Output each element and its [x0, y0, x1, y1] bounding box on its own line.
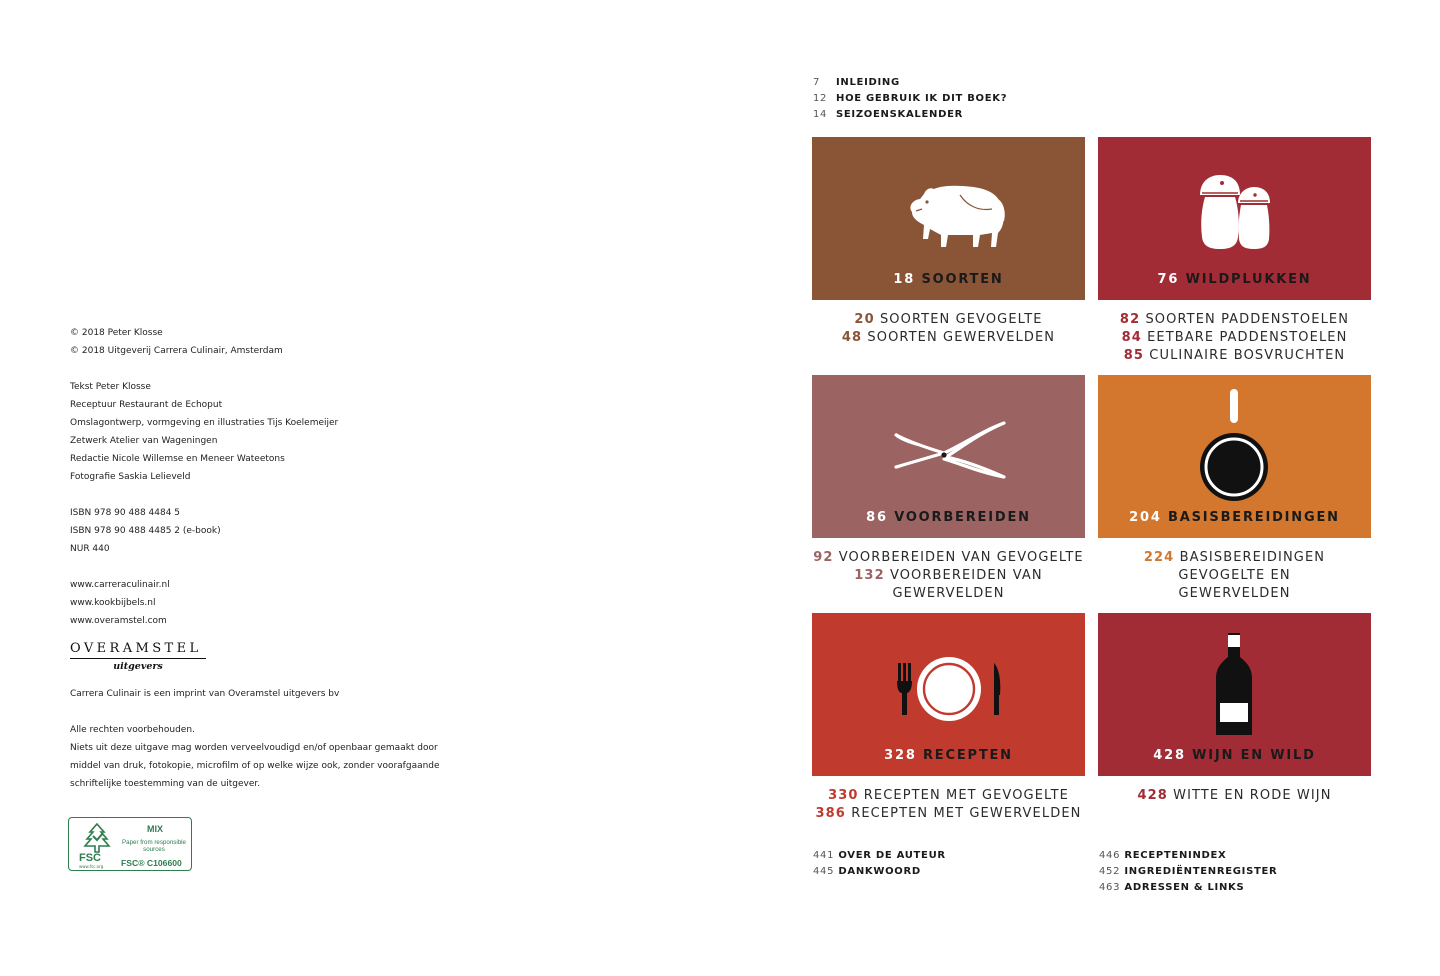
overamstel-logo — [70, 641, 210, 672]
credit-text: Tekst Peter Klosse — [70, 382, 151, 392]
mushrooms-icon — [1098, 137, 1371, 272]
toc-entry[interactable] — [813, 865, 921, 879]
chapter-subentries — [1098, 787, 1371, 805]
copyright-author: © 2018 Peter Klosse — [70, 328, 163, 338]
chapter-tile-soorten[interactable] — [812, 137, 1085, 300]
logo-wordmark: OVERAMSTEL — [70, 641, 202, 656]
chapter-caption — [812, 510, 1085, 525]
toc-subentry[interactable] — [1098, 567, 1371, 585]
fsc-mix: MIX — [147, 824, 164, 834]
toc-subentry[interactable] — [812, 805, 1085, 823]
toc-entry[interactable] — [1099, 849, 1226, 863]
sub-page: 428 — [1137, 788, 1168, 803]
rights-text: schriftelijke toestemming van de uitgever. — [70, 779, 261, 789]
chapter-tile-wildplukken[interactable] — [1098, 137, 1371, 300]
sub-label: VOORBEREIDEN VAN GEVOGELTE — [838, 550, 1084, 565]
fsc-mark: FSC — [79, 852, 101, 864]
toc-label: INLEIDING — [836, 77, 900, 88]
toc-page: 452 — [1099, 866, 1121, 877]
sub-label: GEWERVELDEN — [892, 586, 1005, 601]
isbn-ebook: ISBN 978 90 488 4485 2 (e-book) — [70, 526, 221, 536]
isbn-print: ISBN 978 90 488 4484 5 — [70, 508, 181, 518]
website-link[interactable]: www.overamstel.com — [70, 616, 167, 626]
toc-entry[interactable] — [1099, 865, 1277, 879]
nur-code: NUR 440 — [70, 544, 110, 554]
chapter-page: 328 — [884, 748, 917, 763]
chapter-subentries — [812, 787, 1085, 823]
toc-label: HOE GEBRUIK IK DIT BOEK? — [836, 93, 1008, 104]
poultry-shears-icon — [812, 375, 1085, 510]
sub-label: BASISBEREIDINGEN — [1179, 550, 1326, 565]
chapter-tile-recepten[interactable] — [812, 613, 1085, 776]
logo-subtitle: uitgevers — [113, 661, 163, 672]
frying-pan-icon — [1098, 375, 1371, 510]
fsc-label — [68, 817, 192, 871]
sub-label: CULINAIRE BOSVRUCHTEN — [1149, 348, 1346, 363]
toc-page: 12 — [813, 93, 828, 104]
sub-page: 84 — [1121, 330, 1142, 345]
sub-page: 386 — [815, 806, 846, 821]
chapter-title: RECEPTEN — [923, 748, 1013, 763]
toc-page: 445 — [813, 866, 835, 877]
sub-label: WITTE EN RODE WIJN — [1173, 788, 1332, 803]
toc-label: INGREDIËNTENREGISTER — [1124, 866, 1278, 877]
rights-text: middel van druk, fotokopie, microfilm of op welke wijze ook, zonder voorafgaande — [70, 761, 440, 771]
toc-subentry[interactable] — [1098, 549, 1371, 567]
chapter-page: 204 — [1129, 510, 1162, 525]
sub-label: SOORTEN PADDENSTOELEN — [1145, 312, 1350, 327]
toc-entry[interactable] — [813, 108, 963, 122]
chapter-caption — [812, 748, 1085, 763]
sub-label: VOORBEREIDEN VAN — [889, 568, 1043, 583]
sub-label: RECEPTEN MET GEVOGELTE — [863, 788, 1069, 803]
website-link[interactable]: www.carreraculinair.nl — [70, 580, 170, 590]
chapter-tile-wijn-en-wild[interactable] — [1098, 613, 1371, 776]
fsc-paper: Paper from responsible sources — [122, 839, 186, 853]
sub-page: 82 — [1119, 312, 1141, 327]
chapter-page: 428 — [1153, 748, 1186, 763]
toc-label: ADRESSEN & LINKS — [1124, 882, 1245, 893]
toc-subentry[interactable] — [1098, 585, 1371, 603]
plate-cutlery-icon — [812, 613, 1085, 748]
credit-photography: Fotografie Saskia Lelieveld — [70, 472, 191, 482]
sub-label: SOORTEN GEWERVELDEN — [867, 330, 1056, 345]
logo-rule — [70, 658, 206, 659]
sub-page: 330 — [828, 788, 859, 803]
toc-subentry[interactable] — [1098, 787, 1371, 805]
sub-label: GEWERVELDEN — [1178, 586, 1291, 601]
toc-entry[interactable] — [813, 92, 1007, 106]
toc-subentry[interactable] — [812, 567, 1085, 585]
chapter-page: 76 — [1157, 272, 1180, 287]
sub-page: 92 — [813, 550, 834, 565]
copyright-publisher: © 2018 Uitgeverij Carrera Culinair, Amsterdam — [70, 346, 283, 356]
chapter-title: VOORBEREIDEN — [894, 510, 1031, 525]
toc-subentry[interactable] — [1098, 329, 1371, 347]
toc-subentry[interactable] — [1098, 311, 1371, 329]
imprint-note: Carrera Culinair is een imprint van Overamstel uitgevers bv — [70, 689, 340, 699]
wine-bottle-icon — [1098, 613, 1371, 748]
toc-subentry[interactable] — [812, 787, 1085, 805]
toc-subentry[interactable] — [812, 329, 1085, 347]
website-link[interactable]: www.kookbijbels.nl — [70, 598, 156, 608]
chapter-caption — [1098, 510, 1371, 525]
chapter-caption — [812, 272, 1085, 287]
chapter-caption — [1098, 748, 1371, 763]
chapter-title: WIJN EN WILD — [1192, 748, 1316, 763]
sub-label: RECEPTEN MET GEWERVELDEN — [851, 806, 1082, 821]
chapter-subentries — [812, 549, 1085, 603]
sub-label: SOORTEN GEVOGELTE — [879, 312, 1043, 327]
boar-icon — [812, 137, 1085, 272]
rights-reserved: Alle rechten voorbehouden. — [70, 725, 195, 735]
sub-page: 48 — [841, 330, 863, 345]
chapter-title: SOORTEN — [921, 272, 1004, 287]
toc-subentry[interactable] — [812, 585, 1085, 603]
credit-editing: Redactie Nicole Willemse en Meneer Wateetons — [70, 454, 285, 464]
sub-page: 85 — [1123, 348, 1145, 363]
chapter-subentries — [1098, 549, 1371, 603]
toc-subentry[interactable] — [812, 311, 1085, 329]
chapter-page: 18 — [893, 272, 916, 287]
toc-page: 446 — [1099, 850, 1121, 861]
toc-entry[interactable] — [813, 849, 946, 863]
toc-subentry[interactable] — [812, 549, 1085, 567]
toc-label: DANKWOORD — [838, 866, 921, 877]
chapter-subentries — [812, 311, 1085, 347]
fsc-code: FSC® C106600 — [121, 858, 182, 868]
chapter-title: BASISBEREIDINGEN — [1168, 510, 1340, 525]
sub-label: GEVOGELTE EN — [1178, 568, 1291, 583]
toc-page: 14 — [813, 109, 828, 120]
fsc-tree-icon — [77, 822, 117, 854]
credit-recipes: Receptuur Restaurant de Echoput — [70, 400, 223, 410]
chapter-subentries — [1098, 311, 1371, 365]
toc-label: OVER DE AUTEUR — [838, 850, 946, 861]
toc-page: 441 — [813, 850, 835, 861]
rights-text: Niets uit deze uitgave mag worden verveelvoudigd en/of openbaar gemaakt door — [70, 743, 438, 753]
toc-entry[interactable] — [813, 76, 900, 90]
toc-subentry[interactable] — [1098, 347, 1371, 365]
sub-page: 20 — [854, 312, 875, 327]
toc-label: SEIZOENSKALENDER — [836, 109, 964, 120]
fsc-site: www.fsc.org — [79, 864, 104, 869]
sub-page: 132 — [854, 568, 885, 583]
chapter-page: 86 — [866, 510, 888, 525]
sub-page: 224 — [1143, 550, 1175, 565]
chapter-tile-basisbereidingen[interactable] — [1098, 375, 1371, 538]
credit-typesetting: Zetwerk Atelier van Wageningen — [70, 436, 218, 446]
chapter-caption — [1098, 272, 1371, 287]
toc-page: 463 — [1099, 882, 1121, 893]
toc-page: 7 — [813, 77, 821, 88]
toc-label: RECEPTENINDEX — [1124, 850, 1227, 861]
credit-design: Omslagontwerp, vormgeving en illustraties Tijs Koelemeijer — [70, 418, 339, 428]
sub-label: EETBARE PADDENSTOELEN — [1147, 330, 1348, 345]
chapter-title: WILDPLUKKEN — [1185, 272, 1312, 287]
chapter-tile-voorbereiden[interactable] — [812, 375, 1085, 538]
toc-entry[interactable] — [1099, 881, 1244, 895]
